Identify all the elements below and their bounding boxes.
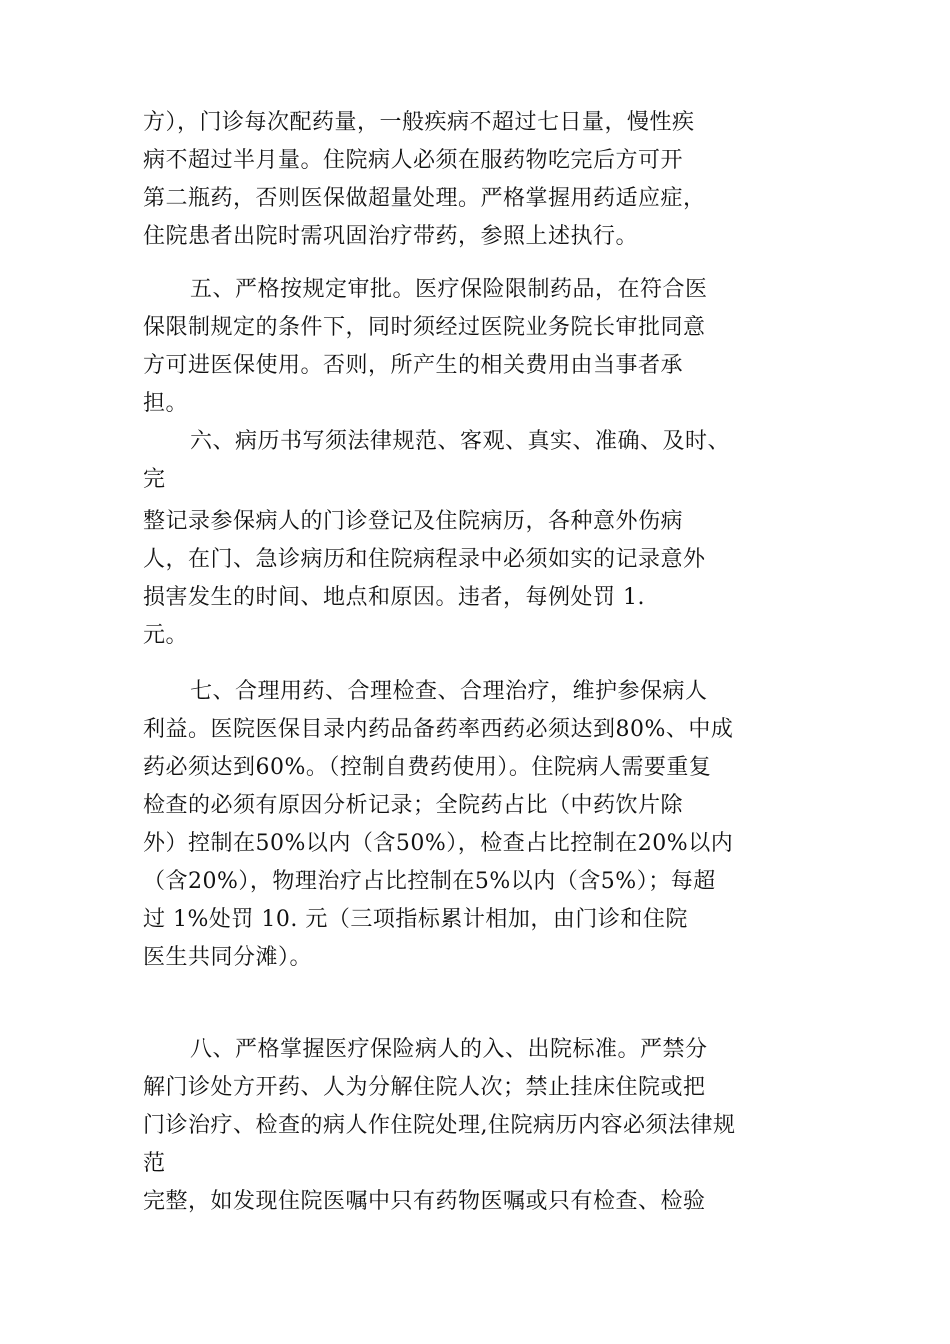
text-line: （含20%），物理治疗占比控制在5%以内（含5%）；每超 [143,869,716,894]
text-line: 方），门诊每次配药量，一般疾病不超过七日量，慢性疾 [143,110,695,135]
text-line: 门诊治疗、检查的病人作住院处理,住院病历内容必须法律规 [143,1113,736,1138]
text-line: 病不超过半月量。住院病人必须在服药物吃完后方可开 [143,148,684,173]
text-line: 保限制规定的条件下，同时须经过医院业务院长审批同意 [143,315,706,340]
text-line: 检查的必须有原因分析记录；全院药占比（中药饮片除 [143,793,684,818]
text-line: 住院患者出院时需巩固治疗带药，参照上述执行。 [143,224,639,249]
text-line: 范 [143,1151,166,1176]
text-line: 药必须达到60%。（控制自费药使用）。住院病人需要重复 [143,755,712,780]
text-line: 医生共同分滩）。 [143,945,313,970]
paragraph-5-first-line: 五、严格按规定审批。医疗保险限制药品，在符合医 [190,277,708,302]
text-line: 过 1%处罚 10. 元（三项指标累计相加，由门诊和住院 [143,907,688,932]
text-line: 损害发生的时间、地点和原因。违者，每例处罚 1. [143,585,645,610]
text-line: 担。 [143,391,189,416]
paragraph-6-first-line: 六、病历书写须法律规范、客观、真实、准确、及时、 [190,429,731,454]
text-line: 方可进医保使用。否则，所产生的相关费用由当事者承 [143,353,684,378]
text-line: 元。 [143,623,189,648]
text-line: 完整，如发现住院医嘱中只有药物医嘱或只有检查、检验 [143,1189,706,1214]
paragraph-7-first-line: 七、合理用药、合理检查、合理治疗，维护参保病人 [190,679,708,704]
text-line: 外）控制在50%以内（含50%），检查占比控制在20%以内 [143,831,734,856]
text-line: 完 [143,467,166,492]
text-line: 人，在门、急诊病历和住院病程录中必须如实的记录意外 [143,547,706,572]
text-line: 第二瓶药，否则医保做超量处理。严格掌握用药适应症， [143,186,706,211]
text-line: 利益。医院医保目录内药品备药率西药必须达到80%、中成 [143,717,734,742]
text-line: 解门诊处方开药、人为分解住院人次；禁止挂床住院或把 [143,1075,706,1100]
paragraph-8-first-line: 八、严格掌握医疗保险病人的入、出院标准。严禁分 [190,1037,708,1062]
text-line: 整记录参保病人的门诊登记及住院病历，各种意外伤病 [143,509,684,534]
